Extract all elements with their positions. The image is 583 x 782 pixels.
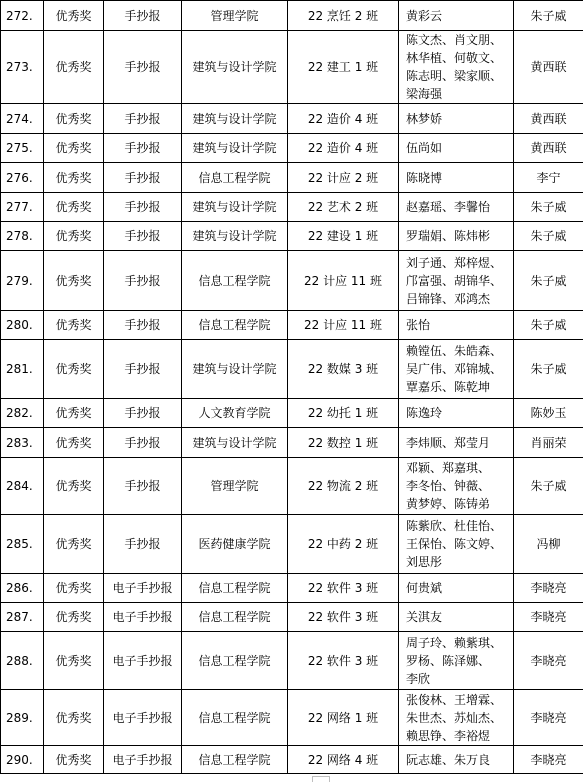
- award-level-cell: 优秀奖: [44, 134, 104, 163]
- class-name-cell: 22 造价 4 班: [288, 104, 399, 134]
- entry-category-cell: 电子手抄报: [104, 632, 182, 690]
- award-level-cell: 优秀奖: [44, 746, 104, 774]
- advisor-name-cell: 朱子威: [514, 251, 583, 311]
- award-level-cell: 优秀奖: [44, 1, 104, 31]
- row-number-cell: 278.: [1, 222, 44, 251]
- student-names-cell: 周子玲、赖紫琪、 罗杨、陈泽娜、 李欣: [399, 632, 514, 690]
- row-number-cell: 281.: [1, 340, 44, 399]
- table-row: [1, 222, 583, 251]
- advisor-name-cell: 陈妙玉: [514, 399, 583, 428]
- award-level-cell: 优秀奖: [44, 104, 104, 134]
- row-number-cell: 287.: [1, 603, 44, 632]
- page-footer-mark: [312, 776, 330, 782]
- entry-category-cell: 手抄报: [104, 134, 182, 163]
- college-name-cell: 人文教育学院: [182, 399, 288, 428]
- class-name-cell: 22 造价 4 班: [288, 134, 399, 163]
- class-name-cell: 22 建工 1 班: [288, 31, 399, 104]
- student-names-cell: 赵嘉瑶、李馨怡: [399, 193, 514, 222]
- award-level-cell: 优秀奖: [44, 163, 104, 193]
- class-name-cell: 22 网络 4 班: [288, 746, 399, 774]
- table-row: [1, 134, 583, 163]
- student-names-cell: 李炜顺、郑莹月: [399, 428, 514, 458]
- table-row: [1, 458, 583, 515]
- row-number-cell: 288.: [1, 632, 44, 690]
- entry-category-cell: 手抄报: [104, 104, 182, 134]
- student-names-cell: 罗瑞娟、陈炜彬: [399, 222, 514, 251]
- advisor-name-cell: 朱子威: [514, 311, 583, 340]
- row-number-cell: 279.: [1, 251, 44, 311]
- entry-category-cell: 手抄报: [104, 515, 182, 574]
- table-row: [1, 31, 583, 104]
- student-names-cell: 邓颖、郑嘉琪、 李冬怡、钟薇、 黄梦婷、陈铸弟: [399, 458, 514, 515]
- table-row: [1, 690, 583, 746]
- college-name-cell: 建筑与设计学院: [182, 340, 288, 399]
- entry-category-cell: 手抄报: [104, 1, 182, 31]
- row-number-cell: 289.: [1, 690, 44, 746]
- advisor-name-cell: 朱子威: [514, 458, 583, 515]
- table-row: [1, 251, 583, 311]
- advisor-name-cell: 朱子威: [514, 340, 583, 399]
- student-names-cell: 陈晓博: [399, 163, 514, 193]
- awards-table-body: [1, 1, 583, 774]
- student-names-cell: 陈逸玲: [399, 399, 514, 428]
- entry-category-cell: 手抄报: [104, 163, 182, 193]
- class-name-cell: 22 数控 1 班: [288, 428, 399, 458]
- advisor-name-cell: 冯柳: [514, 515, 583, 574]
- student-names-cell: 刘子通、郑梓煜、 邝富强、胡锦华、 吕锦锋、邓鸿杰: [399, 251, 514, 311]
- row-number-cell: 282.: [1, 399, 44, 428]
- award-level-cell: 优秀奖: [44, 340, 104, 399]
- table-row: [1, 746, 583, 774]
- row-number-cell: 274.: [1, 104, 44, 134]
- row-number-cell: 284.: [1, 458, 44, 515]
- row-number-cell: 283.: [1, 428, 44, 458]
- entry-category-cell: 电子手抄报: [104, 603, 182, 632]
- entry-category-cell: 电子手抄报: [104, 574, 182, 603]
- college-name-cell: 医药健康学院: [182, 515, 288, 574]
- row-number-cell: 290.: [1, 746, 44, 774]
- award-level-cell: 优秀奖: [44, 428, 104, 458]
- table-row: [1, 399, 583, 428]
- row-number-cell: 272.: [1, 1, 44, 31]
- advisor-name-cell: 朱子威: [514, 222, 583, 251]
- college-name-cell: 信息工程学院: [182, 603, 288, 632]
- advisor-name-cell: 李晓亮: [514, 574, 583, 603]
- student-names-cell: 关淇友: [399, 603, 514, 632]
- advisor-name-cell: 朱子威: [514, 193, 583, 222]
- student-names-cell: 张俊林、王增霖、 朱世杰、苏灿杰、 赖思铮、李裕煜: [399, 690, 514, 746]
- college-name-cell: 建筑与设计学院: [182, 222, 288, 251]
- table-row: [1, 574, 583, 603]
- entry-category-cell: 手抄报: [104, 340, 182, 399]
- student-names-cell: 林梦娇: [399, 104, 514, 134]
- table-row: [1, 163, 583, 193]
- student-names-cell: 伍尚如: [399, 134, 514, 163]
- table-row: [1, 603, 583, 632]
- row-number-cell: 273.: [1, 31, 44, 104]
- college-name-cell: 建筑与设计学院: [182, 428, 288, 458]
- college-name-cell: 信息工程学院: [182, 632, 288, 690]
- college-name-cell: 信息工程学院: [182, 746, 288, 774]
- advisor-name-cell: 黄西联: [514, 104, 583, 134]
- row-number-cell: 286.: [1, 574, 44, 603]
- table-row: [1, 340, 583, 399]
- row-number-cell: 276.: [1, 163, 44, 193]
- advisor-name-cell: 朱子威: [514, 1, 583, 31]
- award-level-cell: 优秀奖: [44, 574, 104, 603]
- row-number-cell: 280.: [1, 311, 44, 340]
- class-name-cell: 22 物流 2 班: [288, 458, 399, 515]
- entry-category-cell: 手抄报: [104, 458, 182, 515]
- entry-category-cell: 手抄报: [104, 311, 182, 340]
- student-names-cell: 陈紫欣、杜佳怡、 王保怡、陈文婷、 刘思彤: [399, 515, 514, 574]
- entry-category-cell: 手抄报: [104, 222, 182, 251]
- student-names-cell: 黄彩云: [399, 1, 514, 31]
- class-name-cell: 22 网络 1 班: [288, 690, 399, 746]
- class-name-cell: 22 软件 3 班: [288, 603, 399, 632]
- entry-category-cell: 手抄报: [104, 251, 182, 311]
- college-name-cell: 信息工程学院: [182, 251, 288, 311]
- student-names-cell: 赖镗伍、朱皓森、 吴广伟、邓锦城、 覃嘉乐、陈乾坤: [399, 340, 514, 399]
- student-names-cell: 何贵斌: [399, 574, 514, 603]
- table-row: [1, 515, 583, 574]
- entry-category-cell: 手抄报: [104, 193, 182, 222]
- award-level-cell: 优秀奖: [44, 399, 104, 428]
- advisor-name-cell: 李晓亮: [514, 746, 583, 774]
- class-name-cell: 22 建设 1 班: [288, 222, 399, 251]
- table-row: [1, 1, 583, 31]
- college-name-cell: 信息工程学院: [182, 574, 288, 603]
- advisor-name-cell: 黄西联: [514, 31, 583, 104]
- student-names-cell: 陈文杰、肖文朋、 林华植、何敬文、 陈志明、梁家顺、 梁海强: [399, 31, 514, 104]
- row-number-cell: 285.: [1, 515, 44, 574]
- advisor-name-cell: 李宁: [514, 163, 583, 193]
- table-row: [1, 311, 583, 340]
- class-name-cell: 22 软件 3 班: [288, 632, 399, 690]
- award-level-cell: 优秀奖: [44, 632, 104, 690]
- college-name-cell: 管理学院: [182, 458, 288, 515]
- award-level-cell: 优秀奖: [44, 31, 104, 104]
- advisor-name-cell: 黄西联: [514, 134, 583, 163]
- table-row: [1, 104, 583, 134]
- college-name-cell: 管理学院: [182, 1, 288, 31]
- student-names-cell: 张怡: [399, 311, 514, 340]
- table-row: [1, 193, 583, 222]
- table-row: [1, 428, 583, 458]
- advisor-name-cell: 肖丽荣: [514, 428, 583, 458]
- award-level-cell: 优秀奖: [44, 690, 104, 746]
- entry-category-cell: 手抄报: [104, 399, 182, 428]
- college-name-cell: 建筑与设计学院: [182, 31, 288, 104]
- advisor-name-cell: 李晓亮: [514, 690, 583, 746]
- class-name-cell: 22 中药 2 班: [288, 515, 399, 574]
- class-name-cell: 22 计应 2 班: [288, 163, 399, 193]
- row-number-cell: 275.: [1, 134, 44, 163]
- entry-category-cell: 电子手抄报: [104, 690, 182, 746]
- entry-category-cell: 手抄报: [104, 31, 182, 104]
- college-name-cell: 建筑与设计学院: [182, 104, 288, 134]
- table-row: [1, 632, 583, 690]
- college-name-cell: 信息工程学院: [182, 163, 288, 193]
- class-name-cell: 22 软件 3 班: [288, 574, 399, 603]
- row-number-cell: 277.: [1, 193, 44, 222]
- award-level-cell: 优秀奖: [44, 222, 104, 251]
- student-names-cell: 阮志雄、朱万良: [399, 746, 514, 774]
- entry-category-cell: 手抄报: [104, 428, 182, 458]
- entry-category-cell: 电子手抄报: [104, 746, 182, 774]
- college-name-cell: 建筑与设计学院: [182, 134, 288, 163]
- award-level-cell: 优秀奖: [44, 603, 104, 632]
- class-name-cell: 22 幼托 1 班: [288, 399, 399, 428]
- award-level-cell: 优秀奖: [44, 458, 104, 515]
- college-name-cell: 信息工程学院: [182, 311, 288, 340]
- class-name-cell: 22 计应 11 班: [288, 251, 399, 311]
- advisor-name-cell: 李晓亮: [514, 603, 583, 632]
- award-level-cell: 优秀奖: [44, 515, 104, 574]
- class-name-cell: 22 艺术 2 班: [288, 193, 399, 222]
- college-name-cell: 信息工程学院: [182, 690, 288, 746]
- award-level-cell: 优秀奖: [44, 311, 104, 340]
- award-level-cell: 优秀奖: [44, 193, 104, 222]
- class-name-cell: 22 烹饪 2 班: [288, 1, 399, 31]
- advisor-name-cell: 李晓亮: [514, 632, 583, 690]
- award-level-cell: 优秀奖: [44, 251, 104, 311]
- class-name-cell: 22 计应 11 班: [288, 311, 399, 340]
- college-name-cell: 建筑与设计学院: [182, 193, 288, 222]
- class-name-cell: 22 数媒 3 班: [288, 340, 399, 399]
